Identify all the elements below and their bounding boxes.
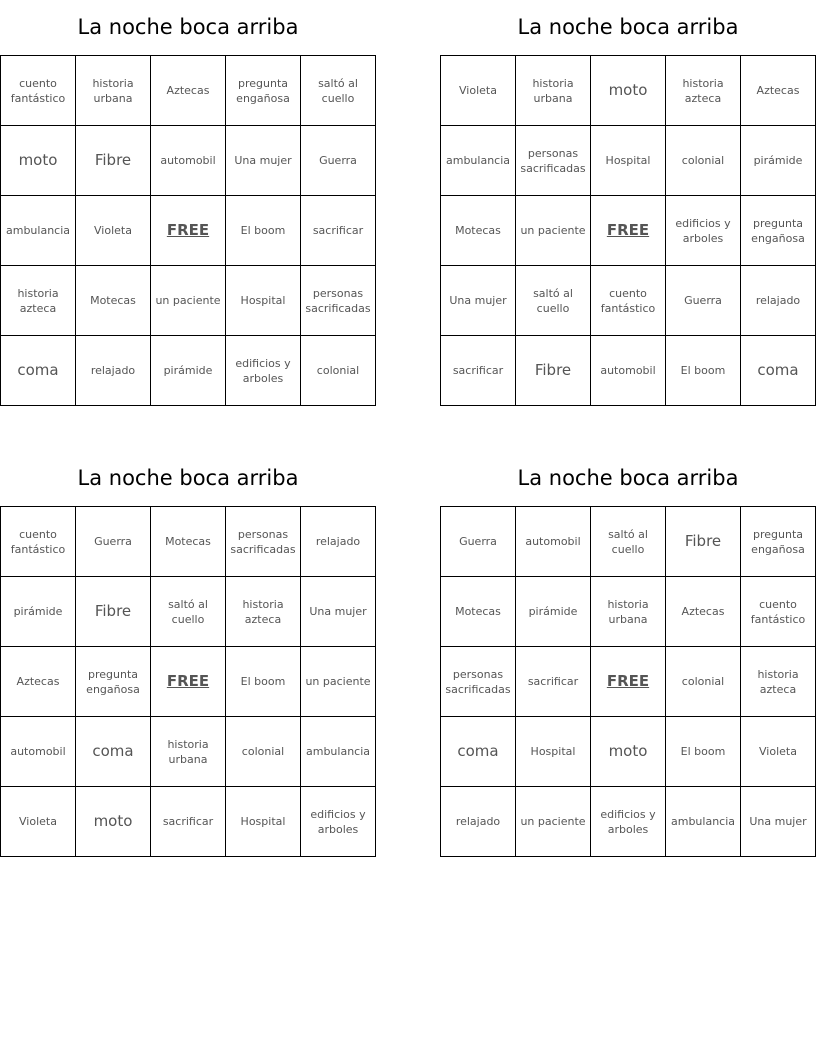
bingo-cell: coma bbox=[441, 717, 516, 787]
free-space-cell: FREE bbox=[591, 647, 666, 717]
grid-row bbox=[1, 126, 376, 196]
card-title: La noche boca arriba bbox=[517, 15, 739, 39]
bingo-cell: colonial bbox=[666, 647, 741, 717]
grid-row bbox=[441, 56, 816, 126]
bingo-cell: pregunta engañosa bbox=[76, 647, 151, 717]
grid-row bbox=[441, 266, 816, 336]
bingo-cell: relajado bbox=[741, 266, 816, 336]
grid-row bbox=[441, 717, 816, 787]
bingo-cell: historia urbana bbox=[591, 577, 666, 647]
bingo-cell: colonial bbox=[666, 126, 741, 196]
bingo-cell: saltó al cuello bbox=[591, 507, 666, 577]
bingo-cell: automobil bbox=[516, 507, 591, 577]
free-space-cell: FREE bbox=[591, 196, 666, 266]
bingo-cell: Una mujer bbox=[441, 266, 516, 336]
bingo-cell: historia azteca bbox=[666, 56, 741, 126]
bingo-cell: Guerra bbox=[666, 266, 741, 336]
bingo-cell: historia azteca bbox=[226, 577, 301, 647]
bingo-cell: pregunta engañosa bbox=[741, 196, 816, 266]
bingo-cell: pirámide bbox=[516, 577, 591, 647]
grid-row bbox=[1, 717, 376, 787]
bingo-cell: sacrificar bbox=[441, 336, 516, 406]
bingo-cell: saltó al cuello bbox=[301, 56, 376, 126]
bingo-cell: sacrificar bbox=[516, 647, 591, 717]
bingo-cell: sacrificar bbox=[301, 196, 376, 266]
bingo-cell: un paciente bbox=[151, 266, 226, 336]
bingo-cell: cuento fantástico bbox=[591, 266, 666, 336]
bingo-cell: Motecas bbox=[441, 577, 516, 647]
bingo-cell: edificios y arboles bbox=[226, 336, 301, 406]
bingo-cell: automobil bbox=[591, 336, 666, 406]
grid-row bbox=[441, 336, 816, 406]
bingo-cell: saltó al cuello bbox=[151, 577, 226, 647]
bingo-cell: historia urbana bbox=[516, 56, 591, 126]
bingo-cell: coma bbox=[76, 717, 151, 787]
bingo-cell: moto bbox=[76, 787, 151, 857]
bingo-cell: Guerra bbox=[441, 507, 516, 577]
grid-row bbox=[441, 787, 816, 857]
bingo-cell: Aztecas bbox=[1, 647, 76, 717]
bingo-cell: saltó al cuello bbox=[516, 266, 591, 336]
bingo-cell: historia azteca bbox=[741, 647, 816, 717]
bingo-cell: pregunta engañosa bbox=[226, 56, 301, 126]
grid-row bbox=[441, 126, 816, 196]
bingo-cell: moto bbox=[1, 126, 76, 196]
bingo-cell: relajado bbox=[441, 787, 516, 857]
grid-row bbox=[1, 266, 376, 336]
bingo-cell: Fibre bbox=[666, 507, 741, 577]
bingo-cell: Guerra bbox=[301, 126, 376, 196]
bingo-grid bbox=[0, 506, 376, 857]
bingo-cell: Violeta bbox=[1, 787, 76, 857]
bingo-cell: cuento fantástico bbox=[1, 56, 76, 126]
bingo-cell: coma bbox=[1, 336, 76, 406]
bingo-cell: Hospital bbox=[226, 787, 301, 857]
bingo-cell: un paciente bbox=[301, 647, 376, 717]
bingo-cell: Fibre bbox=[76, 577, 151, 647]
bingo-cell: ambulancia bbox=[1, 196, 76, 266]
bingo-cell: pirámide bbox=[741, 126, 816, 196]
bingo-cell: edificios y arboles bbox=[666, 196, 741, 266]
bingo-cell: Motecas bbox=[151, 507, 226, 577]
bingo-cell: edificios y arboles bbox=[591, 787, 666, 857]
bingo-cell: El boom bbox=[666, 336, 741, 406]
bingo-cell: Violeta bbox=[741, 717, 816, 787]
bingo-cell: Guerra bbox=[76, 507, 151, 577]
bingo-grid bbox=[440, 506, 816, 857]
bingo-cell: personas sacrificadas bbox=[226, 507, 301, 577]
bingo-cell: cuento fantástico bbox=[741, 577, 816, 647]
grid-row bbox=[1, 336, 376, 406]
bingo-cell: ambulancia bbox=[301, 717, 376, 787]
bingo-cell: ambulancia bbox=[441, 126, 516, 196]
grid-row bbox=[441, 507, 816, 577]
bingo-cell: Fibre bbox=[76, 126, 151, 196]
bingo-cell: pirámide bbox=[1, 577, 76, 647]
bingo-cell: Motecas bbox=[441, 196, 516, 266]
bingo-cell: Una mujer bbox=[301, 577, 376, 647]
bingo-cell: ambulancia bbox=[666, 787, 741, 857]
free-space-cell: FREE bbox=[151, 647, 226, 717]
free-space-cell: FREE bbox=[151, 196, 226, 266]
bingo-cell: relajado bbox=[301, 507, 376, 577]
bingo-cell: Hospital bbox=[516, 717, 591, 787]
bingo-cell: Hospital bbox=[226, 266, 301, 336]
bingo-cell: personas sacrificadas bbox=[441, 647, 516, 717]
bingo-cell: historia urbana bbox=[151, 717, 226, 787]
bingo-cell: Hospital bbox=[591, 126, 666, 196]
bingo-cell: colonial bbox=[301, 336, 376, 406]
card-title: La noche boca arriba bbox=[77, 15, 299, 39]
grid-row bbox=[441, 577, 816, 647]
bingo-cell: un paciente bbox=[516, 787, 591, 857]
bingo-cell: historia urbana bbox=[76, 56, 151, 126]
bingo-cell: moto bbox=[591, 717, 666, 787]
bingo-cell: colonial bbox=[226, 717, 301, 787]
bingo-cell: automobil bbox=[1, 717, 76, 787]
bingo-cell: cuento fantástico bbox=[1, 507, 76, 577]
bingo-cell: Aztecas bbox=[666, 577, 741, 647]
grid-row bbox=[441, 647, 816, 717]
bingo-cell: moto bbox=[591, 56, 666, 126]
bingo-cell: relajado bbox=[76, 336, 151, 406]
grid-row bbox=[441, 196, 816, 266]
grid-row bbox=[1, 507, 376, 577]
bingo-cell: coma bbox=[741, 336, 816, 406]
bingo-cell: Fibre bbox=[516, 336, 591, 406]
bingo-cell: El boom bbox=[226, 196, 301, 266]
bingo-cell: Una mujer bbox=[226, 126, 301, 196]
bingo-cell: Aztecas bbox=[151, 56, 226, 126]
bingo-cell: automobil bbox=[151, 126, 226, 196]
bingo-cell: pirámide bbox=[151, 336, 226, 406]
bingo-cell: pregunta engañosa bbox=[741, 507, 816, 577]
bingo-cell: Aztecas bbox=[741, 56, 816, 126]
grid-row bbox=[1, 787, 376, 857]
bingo-cell: Motecas bbox=[76, 266, 151, 336]
bingo-grid bbox=[0, 55, 376, 406]
bingo-cell: Violeta bbox=[76, 196, 151, 266]
bingo-cell: El boom bbox=[226, 647, 301, 717]
grid-row bbox=[1, 577, 376, 647]
bingo-cell: edificios y arboles bbox=[301, 787, 376, 857]
bingo-cell: Una mujer bbox=[741, 787, 816, 857]
bingo-grid bbox=[440, 55, 816, 406]
bingo-cell: personas sacrificadas bbox=[301, 266, 376, 336]
bingo-cell: un paciente bbox=[516, 196, 591, 266]
bingo-cell: personas sacrificadas bbox=[516, 126, 591, 196]
bingo-cell: historia azteca bbox=[1, 266, 76, 336]
card-title: La noche boca arriba bbox=[77, 466, 299, 490]
grid-row bbox=[1, 647, 376, 717]
grid-row bbox=[1, 196, 376, 266]
grid-row bbox=[1, 56, 376, 126]
bingo-cell: Violeta bbox=[441, 56, 516, 126]
bingo-cell: El boom bbox=[666, 717, 741, 787]
bingo-cell: sacrificar bbox=[151, 787, 226, 857]
card-title: La noche boca arriba bbox=[517, 466, 739, 490]
